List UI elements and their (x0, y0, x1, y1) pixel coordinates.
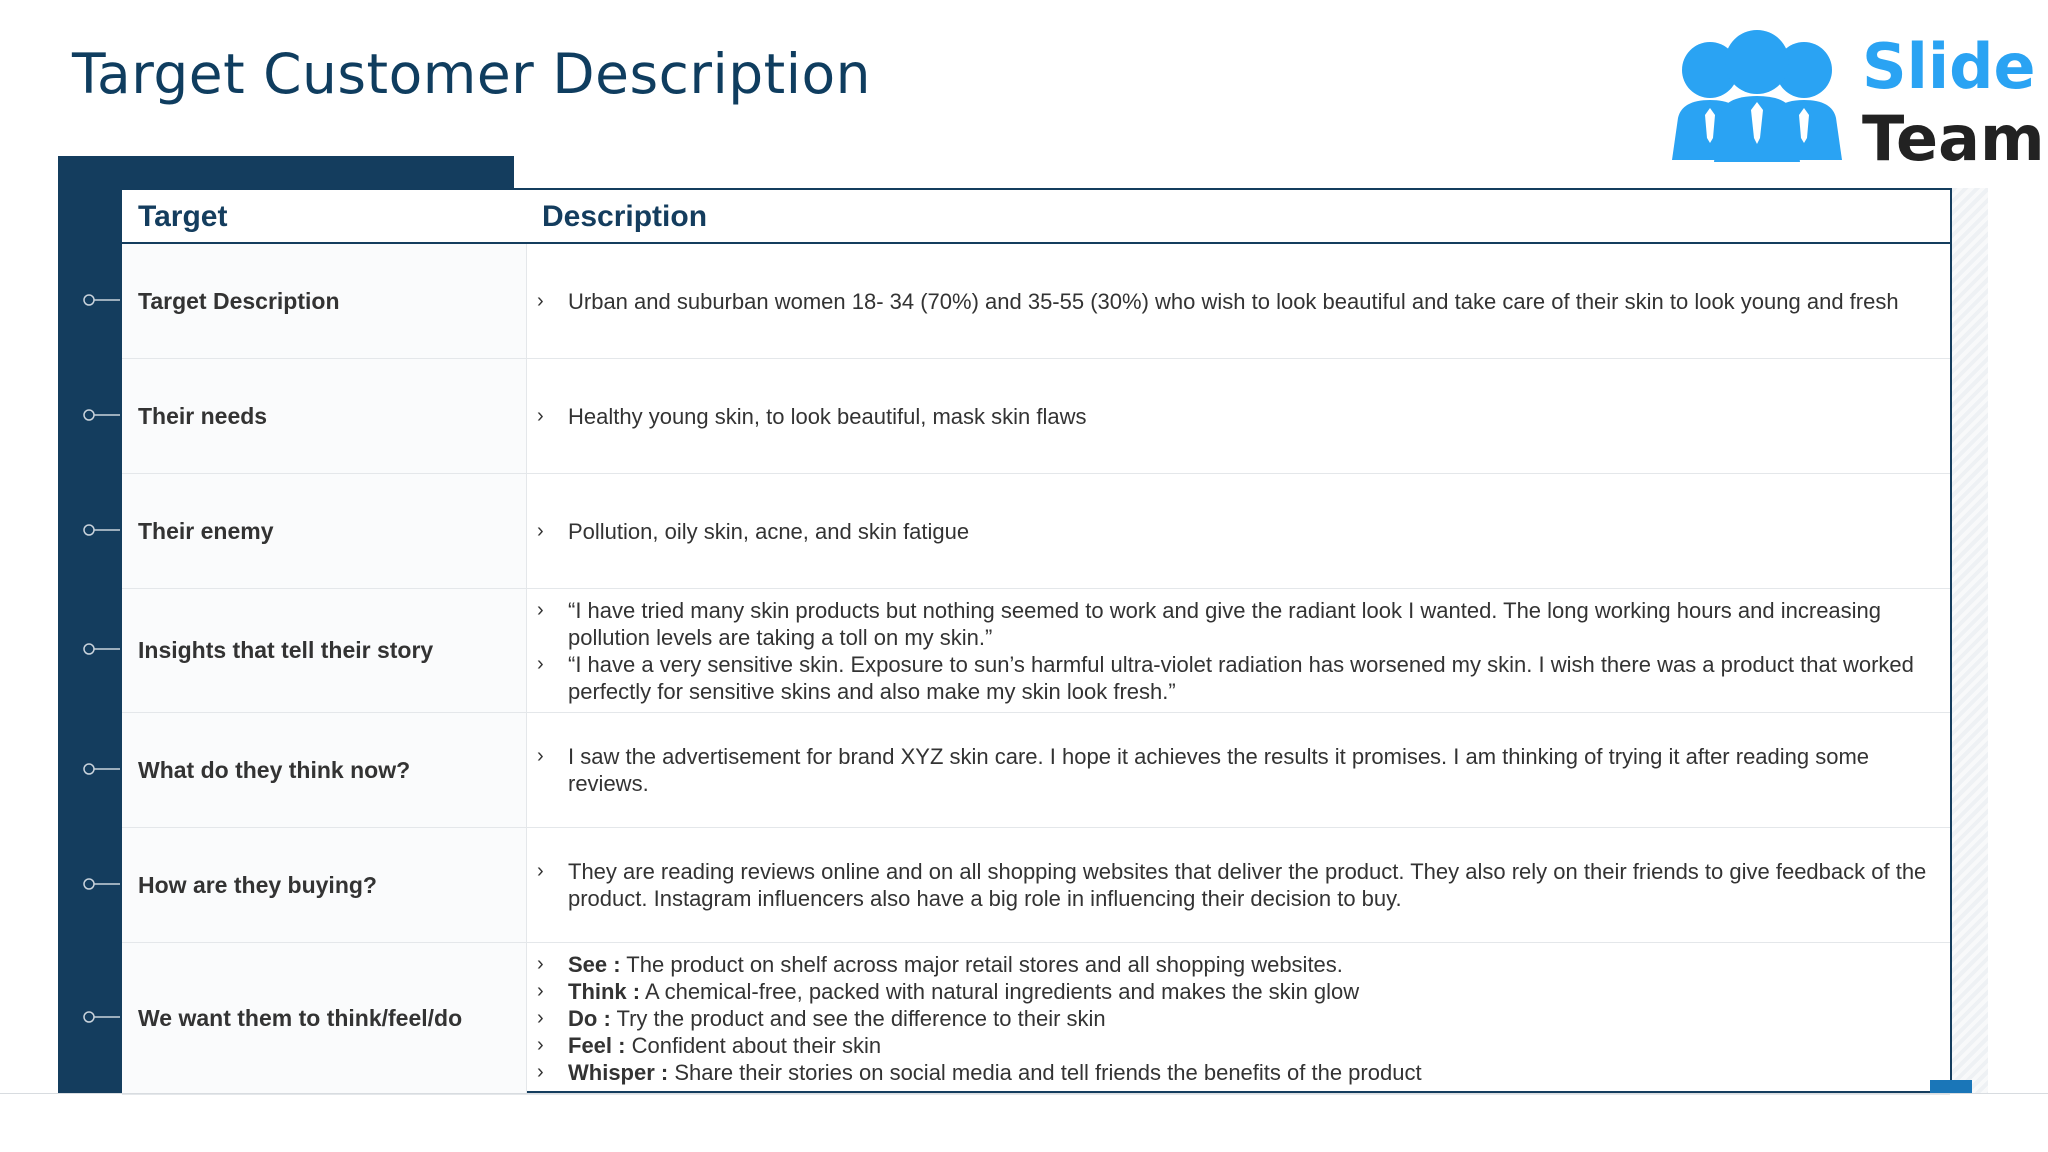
row-description (527, 244, 1950, 358)
row-description (527, 589, 1950, 712)
bullet-item (527, 1032, 1950, 1059)
bullet-body: The product on shelf across major retail stores and all shopping websites. (620, 952, 1343, 977)
logo-word-team: Team (1862, 102, 2045, 175)
bullet-item (527, 518, 1950, 545)
chevron-right-icon: › (537, 745, 544, 767)
bullet-text (568, 597, 1932, 651)
connector-dot-icon (82, 877, 120, 891)
table-row (122, 244, 1950, 359)
chevron-right-icon: › (537, 860, 544, 882)
bullet-bold-lead: Whisper : (568, 1060, 669, 1085)
connector-dot-icon (82, 642, 120, 656)
table-header (122, 190, 1950, 244)
bullet-body: Share their stories on social media and tell friends the benefits of the product (668, 1060, 1422, 1085)
header-description: Description (542, 200, 708, 233)
bullet-body: A chemical-free, packed with natural ingredients and makes the skin glow (640, 979, 1360, 1004)
chevron-right-icon: › (537, 980, 544, 1002)
logo-word-slide: Slide (1862, 30, 2036, 103)
connector-dot-icon (82, 408, 120, 422)
row-description (527, 828, 1950, 942)
table-row (122, 359, 1950, 474)
chevron-right-icon: › (537, 652, 544, 675)
bullet-text (568, 1005, 1932, 1032)
header-target: Target (138, 200, 228, 233)
bullet-item (527, 403, 1950, 430)
chevron-right-icon: › (537, 289, 544, 312)
bullet-body: Confident about their skin (625, 1033, 882, 1058)
bullet-item (527, 743, 1950, 797)
bullet-body: Try the product and see the difference to their skin (610, 1006, 1106, 1031)
bullet-text (568, 518, 1932, 545)
corner-tab (1930, 1080, 1972, 1093)
bullet-bold-lead: Think : (568, 979, 641, 1004)
chevron-right-icon: › (537, 1034, 544, 1056)
bullet-body: Urban and suburban women 18- 34 (70%) and 35-55 (30%) who wish to look beautiful and take care of their skin to look young and fresh (568, 288, 1899, 314)
row-description (527, 713, 1950, 827)
bullet-item (527, 951, 1950, 978)
bullet-text (568, 651, 1932, 705)
bullet-body: “I have tried many skin products but nothing seemed to work and give the radiant look I wanted. The long working hours and increasing pollution levels are taking a toll on my skin.” (568, 597, 1882, 650)
row-label: We want them to think/feel/do (122, 943, 527, 1094)
row-label: Their needs (122, 359, 527, 473)
footer-divider (0, 1093, 2048, 1094)
chevron-right-icon: › (537, 519, 544, 542)
bullet-text (568, 978, 1932, 1005)
row-label: Insights that tell their story (122, 589, 527, 712)
table-row (122, 589, 1950, 713)
chevron-right-icon: › (537, 598, 544, 621)
bullet-item (527, 978, 1950, 1005)
chevron-right-icon: › (537, 404, 544, 427)
row-description (527, 359, 1950, 473)
bullet-item (527, 1059, 1950, 1086)
table-row (122, 828, 1950, 943)
bullet-text (568, 858, 1932, 912)
bullet-bold-lead: Feel : (568, 1033, 626, 1058)
bullet-bold-lead: Do : (568, 1006, 611, 1031)
chevron-right-icon: › (537, 1061, 544, 1083)
bullet-body: They are reading reviews online and on all shopping websites that deliver the product. They also rely on their friends to give feedback of the product. Instagram influencers also have a big role in influencing their decision to buy. (568, 859, 1927, 911)
card-shadow (1952, 188, 1988, 1093)
bullet-text (568, 743, 1932, 797)
bullet-item (527, 597, 1950, 651)
bullet-bold-lead: See : (568, 952, 621, 977)
chevron-right-icon: › (537, 953, 544, 975)
table-row (122, 713, 1950, 828)
page-title: Target Customer Description (72, 42, 872, 106)
row-label: How are they buying? (122, 828, 527, 942)
bullet-text (568, 288, 1932, 315)
bullet-text (568, 1059, 1932, 1086)
bullet-text (568, 951, 1932, 978)
connector-dot-icon (82, 1010, 120, 1024)
bullet-item (527, 858, 1950, 912)
bullet-text (568, 403, 1932, 430)
bullet-text (568, 1032, 1932, 1059)
bullet-body: “I have a very sensitive skin. Exposure to sun’s harmful ultra-violet radiation has worsened my skin. I wish there was a product that worked perfectly for sensitive skins and also make my skin look fresh.” (568, 651, 1914, 704)
bullet-item (527, 288, 1950, 315)
connector-dot-icon (82, 762, 120, 776)
table-body (122, 244, 1950, 1095)
bullet-item (527, 1005, 1950, 1032)
connector-dot-icon (82, 293, 120, 307)
row-label: Their enemy (122, 474, 527, 588)
bullet-body: Healthy young skin, to look beautiful, mask skin flaws (568, 403, 1087, 429)
row-label: What do they think now? (122, 713, 527, 827)
bullet-item (527, 651, 1950, 705)
connector-dot-icon (82, 523, 120, 537)
customer-table (120, 188, 1952, 1093)
table-row (122, 943, 1950, 1095)
row-label: Target Description (122, 244, 527, 358)
table-row (122, 474, 1950, 589)
chevron-right-icon: › (537, 1007, 544, 1029)
row-description (527, 474, 1950, 588)
bullet-body: Pollution, oily skin, acne, and skin fatigue (568, 518, 970, 544)
bullet-body: I saw the advertisement for brand XYZ skin care. I hope it achieves the results it promises. I am thinking of trying it after reading some reviews. (568, 744, 1870, 796)
row-description (527, 943, 1950, 1094)
